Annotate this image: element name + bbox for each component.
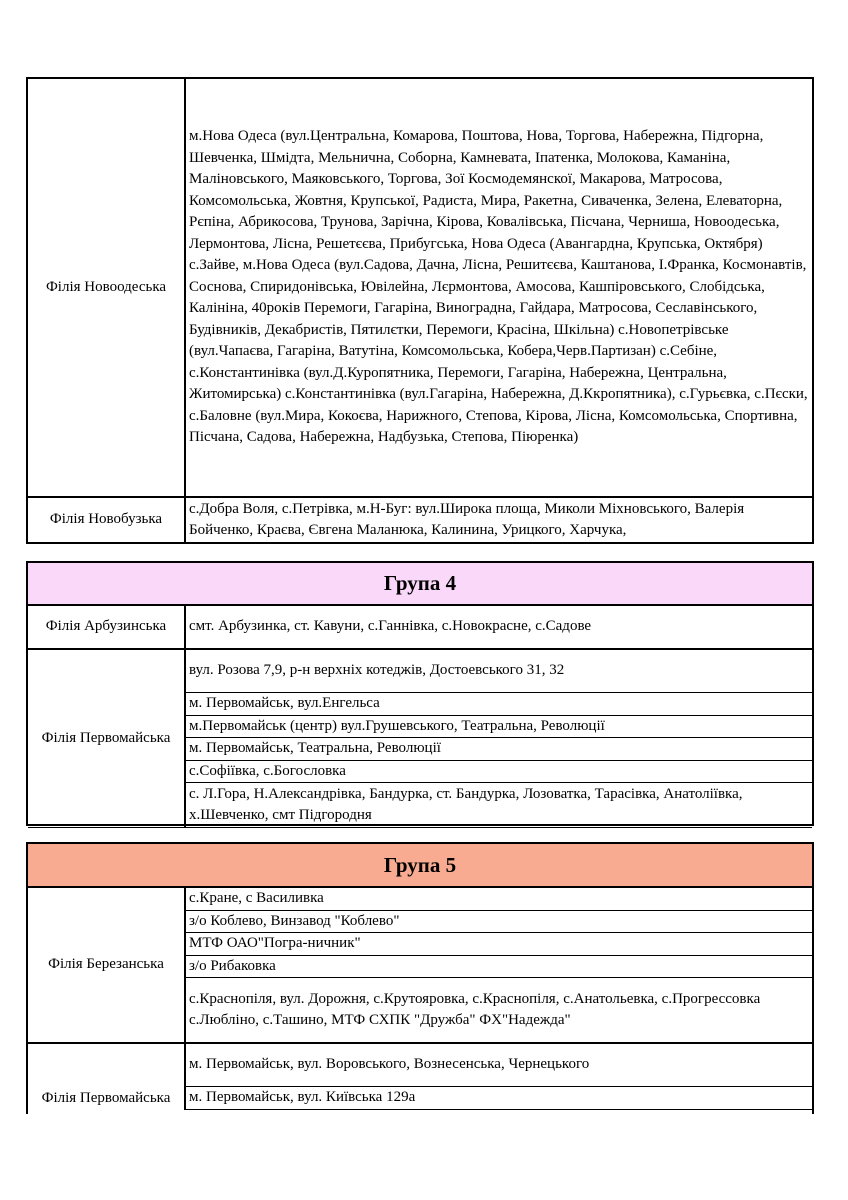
table-row: [28, 888, 812, 910]
branch-name: Філія Первомайська: [28, 649, 185, 828]
group-4-table: [26, 561, 814, 826]
table-row: [28, 1043, 812, 1087]
schedule-table-top: [26, 77, 814, 544]
address-cell: вул. Розова 7,9, р-н верхніх котеджів, Достоевського 31, 32: [185, 649, 812, 693]
table-row: [28, 649, 812, 693]
address-cell: м. Первомайськ, вул.Енгельса: [185, 693, 812, 716]
address-cell: с.Краснопіля, вул. Дорожня, с.Крутояровка, с.Краснопіля, с.Анатольевка, с.Прогрессовка с.Люблiно, с.Ташино, МТФ СХПК "Дружба" ФХ"Надежда": [185, 978, 812, 1044]
group-4-title: Група 4: [383, 571, 457, 595]
group-5-table: [26, 842, 814, 1114]
address-cell: м.Первомайськ (центр) вул.Грушевського, Театральна, Революції: [185, 715, 812, 738]
table-row: [28, 497, 812, 543]
address-cell: м. Первомайськ, вул. Воровського, Вознесенська, Чернецького: [185, 1043, 812, 1087]
address-cell: с.Добра Воля, с.Петрівка, м.Н-Буг: вул.Широка площа, Миколи Міхновського, Валерія Бойченко, Краєва, Євгена Маланюка, Калинина, Урицкого, Харчука,: [185, 497, 812, 543]
address-cell: с.Кране, с Василивка: [185, 888, 812, 910]
table-group-4: [28, 606, 812, 828]
branch-name: Філія Первомайська: [28, 1043, 185, 1109]
address-cell: з/о Рибаковка: [185, 955, 812, 978]
group-5-title: Група 5: [383, 852, 457, 877]
address-cell: м. Первомайськ, вул. Київська 129а: [185, 1087, 812, 1110]
address-cell: МТФ ОАО"Погра-ничник": [185, 933, 812, 956]
branch-name: Філія Березанська: [28, 888, 185, 1043]
address-cell: смт. Арбузинка, ст. Кавуни, с.Ганнівка, с.Новокрасне, с.Садове: [185, 606, 812, 649]
table-row: [28, 606, 812, 649]
table-row: [28, 79, 812, 497]
address-cell: м. Первомайськ, Театральна, Революції: [185, 738, 812, 761]
group-5-header: [28, 844, 812, 888]
branch-name: Філія Арбузинська: [28, 606, 185, 649]
address-cell: з/о Коблево, Винзавод "Коблево": [185, 910, 812, 933]
table-group-5: [28, 888, 812, 1110]
branch-name: Філія Новоодеська: [28, 79, 185, 497]
address-cell: с.Софіївка, с.Богословка: [185, 760, 812, 783]
branch-name: Філія Новобузька: [28, 497, 185, 543]
address-cell: с. Л.Гора, Н.Александрівка, Бандурка, ст. Бандурка, Лозоватка, Тарасівка, Анатоліївка, х.Шевченко, смт Підгородня: [185, 783, 812, 828]
table-top: [28, 79, 812, 543]
address-cell: м.Нова Одеса (вул.Центральна, Комарова, Поштова, Нова, Торгова, Набережна, Підгорна, Шевченка, Шмідта, Мельнична, Соборна, Камневата, Іпатенка, Молокова, Каманіна, Маліновського, Маяковського, Торгова, Зої Космодемянскої, Макарова, Матросова, Комсомольська, Жовтня, Крупської, Радиста, Мира, Ракетна, Сиваченка, Зелена, Елеваторна, Рєпіна, Абрикосова, Трунова, Зарічна, Кірова, Ковалівська, Пісчана, Черниша, Новоодеська, Лермонтова, Лісна, Решетєєва, Прибугська, Нова Одеса (Авангардна, Крупська, Октября) с.Зайве, м.Нова Одеса (вул.Садова, Дачна, Лісна, Решитєєва, Каштанова, І.Франка, Космонавтів, Соснова, Спиридонівська, Ювілейна, Лєрмонтова, Амосова, Кашпіровського, Слобідська, Калініна, 40років Перемоги, Гагаріна, Виноградна, Гайдара, Матросова, Сеславінського, Будівників, Декабристів, Пятилєтки, Перемоги, Красіна, Шкільна) с.Новопетрівське (вул.Чапаєва, Гагаріна, Ватутіна, Комсомольська, Кобера,Черв.Партизан) с.Себіне, с.Константинівка (вул.Д.Куропятника, Перемоги, Гагаріна, Набережна, Центральна, Житомирська) с.Константинівка (вул.Гагаріна, Набережна, Д.Ккропятника), с.Гурьєвка, с.Пєски, с.Баловне (вул.Мира, Кокоєва, Нарижного, Степова, Кірова, Лісна, Комсомольська, Спортивна, Пісчана, Садова, Набережна, Надбузька, Степова, Піюренка): [185, 79, 812, 497]
group-4-header: [28, 563, 812, 606]
